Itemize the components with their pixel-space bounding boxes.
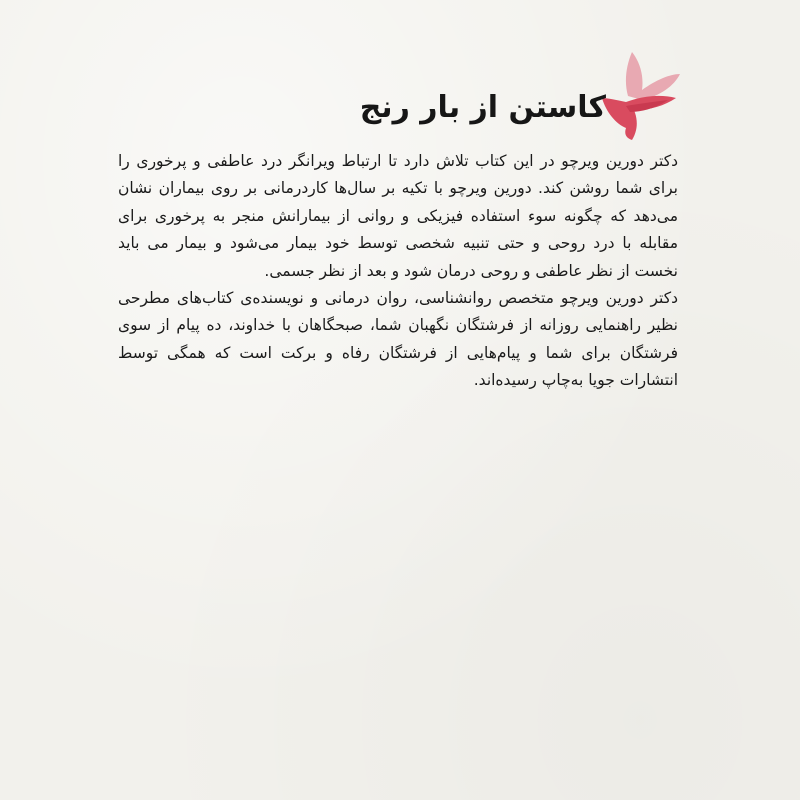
description-paragraph-2: دکتر دورین ویرچو متخصص روانشناسی، روان درمانی و نویسنده‌ی کتاب‌های مطرحی نظیر راهنمایی روزانه از فرشتگان نگهبان شما، صبحگاهان با خداوند، ده پیام از سوی فرشتگان برای شما و پیام‌هایی از فرشتگان رفاه و برکت است که همگی توسط انتشارات جویا به‌چاپ رسیده‌اند. — [118, 289, 678, 390]
butterfly-icon — [598, 44, 684, 140]
book-description — [118, 148, 678, 395]
description-paragraph-1: دکتر دورین ویرچو در این کتاب تلاش دارد تا ارتباط ویرانگر درد عاطفی و پرخوری را برای شما روشن کند. دورین ویرچو با تکیه بر سال‌ها کاردرمانی بر روی بیماران نشان می‌دهد که چگونه سوء استفاده فیزیکی و روانی از بیمارانش منجر به پرخوری برای مقابله با درد روحی و حتی تنبیه شخصی توسط خود بیمار می‌شود و بیمار می باید نخست از نظر عاطفی و روحی درمان شود و بعد از نظر جسمی. — [118, 152, 678, 280]
book-title: کاستن از بار رنج — [359, 90, 606, 125]
